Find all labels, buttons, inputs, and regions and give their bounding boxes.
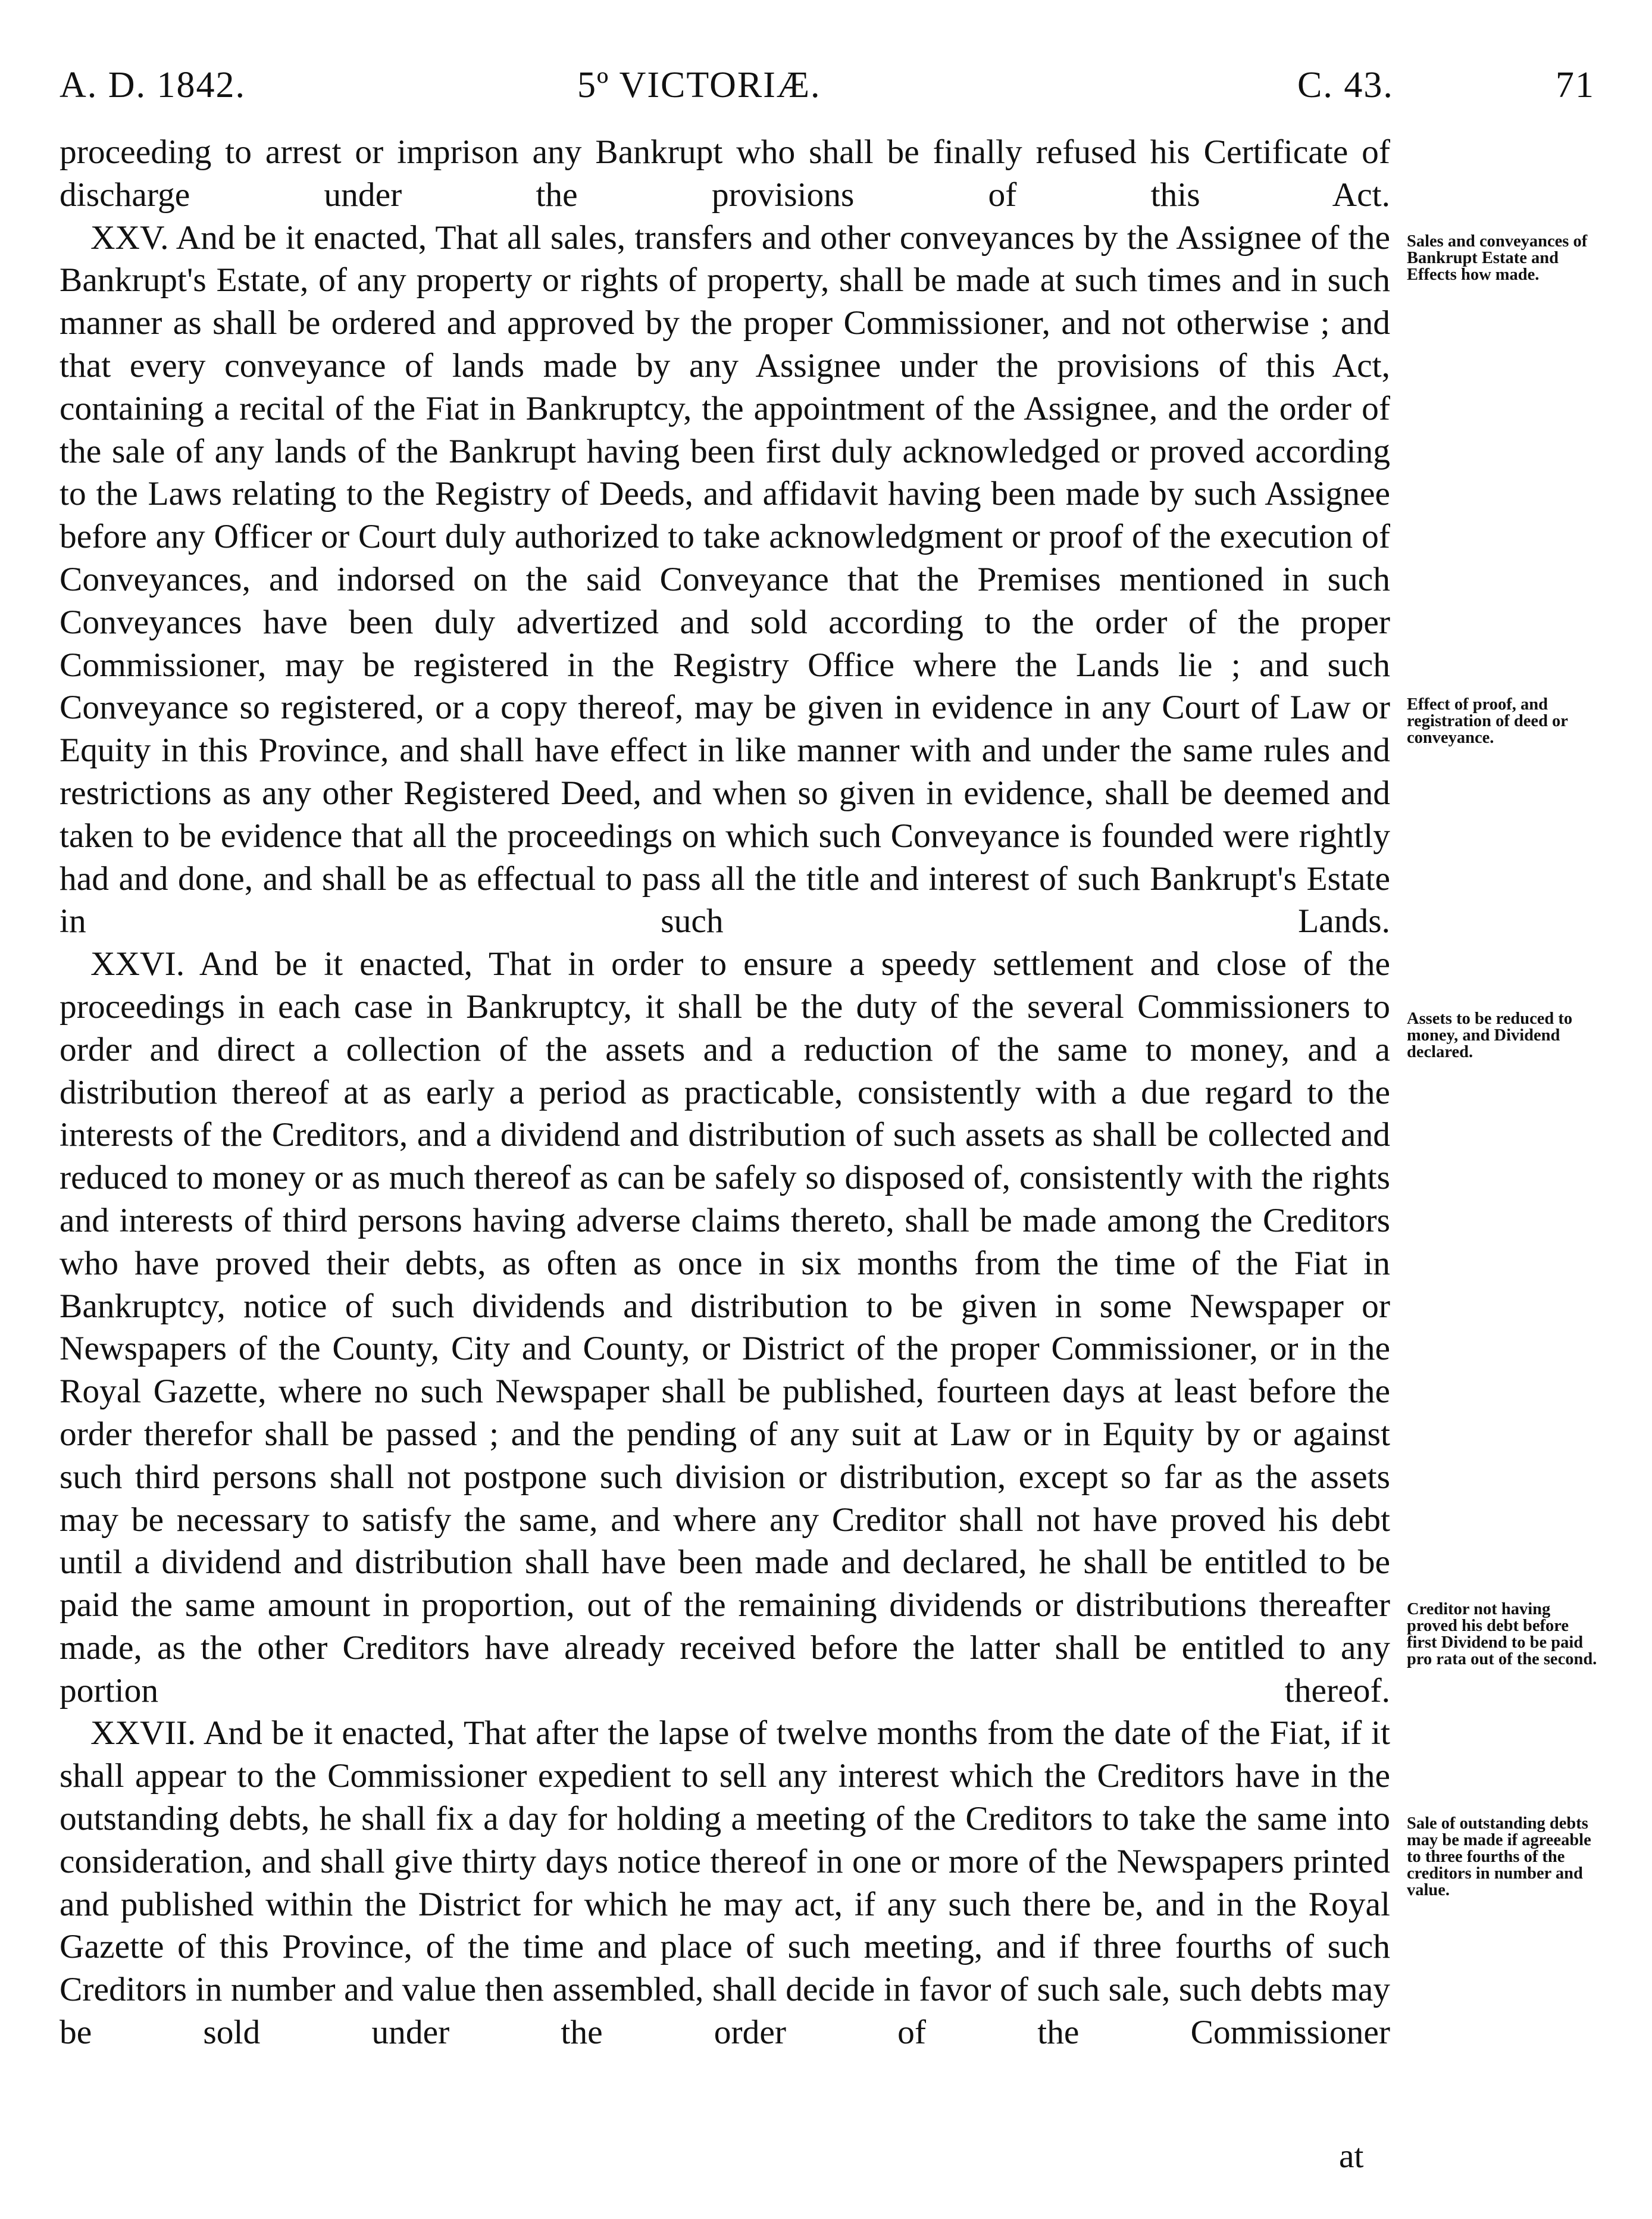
section-xxvii: XXVII. And be it enacted, That after the lapse of twelve months from the date of the Fiat, if it shall appear to the Commissioner expedient to sell any interest which the Creditors have in the outstanding debts, he shall fix a day for holding a meeting of the Creditors to take the same into consideration, and shall give thirty days notice thereof in one or more of the Newspapers printed and published within the District for which he may act, if any such there be, and in the Royal Gazette of this Province, of the time and place of such meeting, and if three fourths of such Creditors in number and value then assembled, shall decide in favor of such sale, such debts may be sold under the order of the Commissioner <box>60 1714 1390 2052</box>
page-number: 71 <box>1556 65 1595 105</box>
catchword: at <box>1339 2137 1364 2175</box>
header-year: A. D. 1842. <box>60 65 246 105</box>
body-text <box>60 131 1390 2054</box>
margin-note-effect-of-proof: Effect of proof, and registration of deed or conveyance. <box>1407 695 1568 747</box>
margin-note-sales: Sales and conveyances of Bankrupt Estate and Effects how made. <box>1407 232 1588 284</box>
section-xxvi: XXVI. And be it enacted, That in order to ensure a speedy settlement and close of the proceedings in each case in Bankruptcy, it shall be the duty of the several Commissioners to order and direct a collection of the assets and a reduction of the same to money, and a distribution thereof at as early a period as practicable, consistently with a due regard to the interests of the Creditors, and a dividend and distribution of such assets as shall be collected and reduced to money or as much thereof as can be safely so disposed of, consistently with the rights and interests of third persons having adverse claims thereto, shall be made among the Creditors who have proved their debts, as often as once in six months from the time of the Fiat in Bankruptcy, notice of such dividends and distribution to be given in some Newspaper or Newspapers of the County, City and County, or District of the proper Commissioner, or in the Royal Gazette, where no such Newspaper shall be published, fourteen days at least before the order therefor shall be passed ; and the pending of any suit at Law or in Equity by or against such third persons shall not postpone such division or distribution, except so far as the assets may be necessary to satisfy the same, and where any Creditor shall not have proved his debt until a dividend and distribution shall have been made and declared, he shall be entitled to be paid the same amount in proportion, out of the remaining dividends or distributions thereafter made, as the other Creditors have already received before the latter shall be entitled to any portion thereof. <box>60 945 1390 1709</box>
margin-note-creditor: Creditor not having proved his debt before first Dividend to be paid pro rata out of the second. <box>1407 1600 1597 1668</box>
running-head <box>60 64 1595 112</box>
header-reign: 5º VICTORIÆ. <box>577 65 821 105</box>
section-xxv: XXV. And be it enacted, That all sales, transfers and other conveyances by the Assignee of the Bankrupt's Estate, of any property or rights of property, shall be made at such times and in such manner as shall be ordered and approved by the proper Commissioner, and not otherwise ; and that every conveyance of lands made by any Assignee under the provisions of this Act, containing a recital of the Fiat in Bankruptcy, the appointment of the Assignee, and the order of the sale of any lands of the Bankrupt having been first duly acknowledged or proved according to the Laws relating to the Registry of Deeds, and affidavit having been made by such Assignee before any Officer or Court duly authorized to take acknowledgment or proof of the execution of Conveyances, and indorsed on the said Conveyance that the Premises mentioned in such Conveyances have been duly advertized and sold according to the order of the proper Commissioner, may be registered in the Registry Office where the Lands lie ; and such Conveyance so registered, or a copy thereof, may be given in evidence in any Court of Law or Equity in this Province, and shall have effect in like manner with and under the same rules and restrictions as any other Registered Deed, and when so given in evidence, shall be deemed and taken to be evidence that all the proceedings on which such Conveyance is founded were rightly had and done, and shall be as effectual to pass all the title and interest of such Bankrupt's Estate in such Lands. <box>60 218 1390 940</box>
header-chapter: C. 43. <box>1297 65 1394 105</box>
margin-note-sale-of-debts: Sale of outstanding debts may be made if agreeable to three fourths of the creditors in number and value. <box>1407 1814 1591 1899</box>
paragraph-continued: proceeding to arrest or imprison any Bankrupt who shall be finally refused his Certificate of discharge under the provisions of this Act. <box>60 133 1390 214</box>
margin-note-assets: Assets to be reduced to money, and Dividend declared. <box>1407 1010 1573 1061</box>
